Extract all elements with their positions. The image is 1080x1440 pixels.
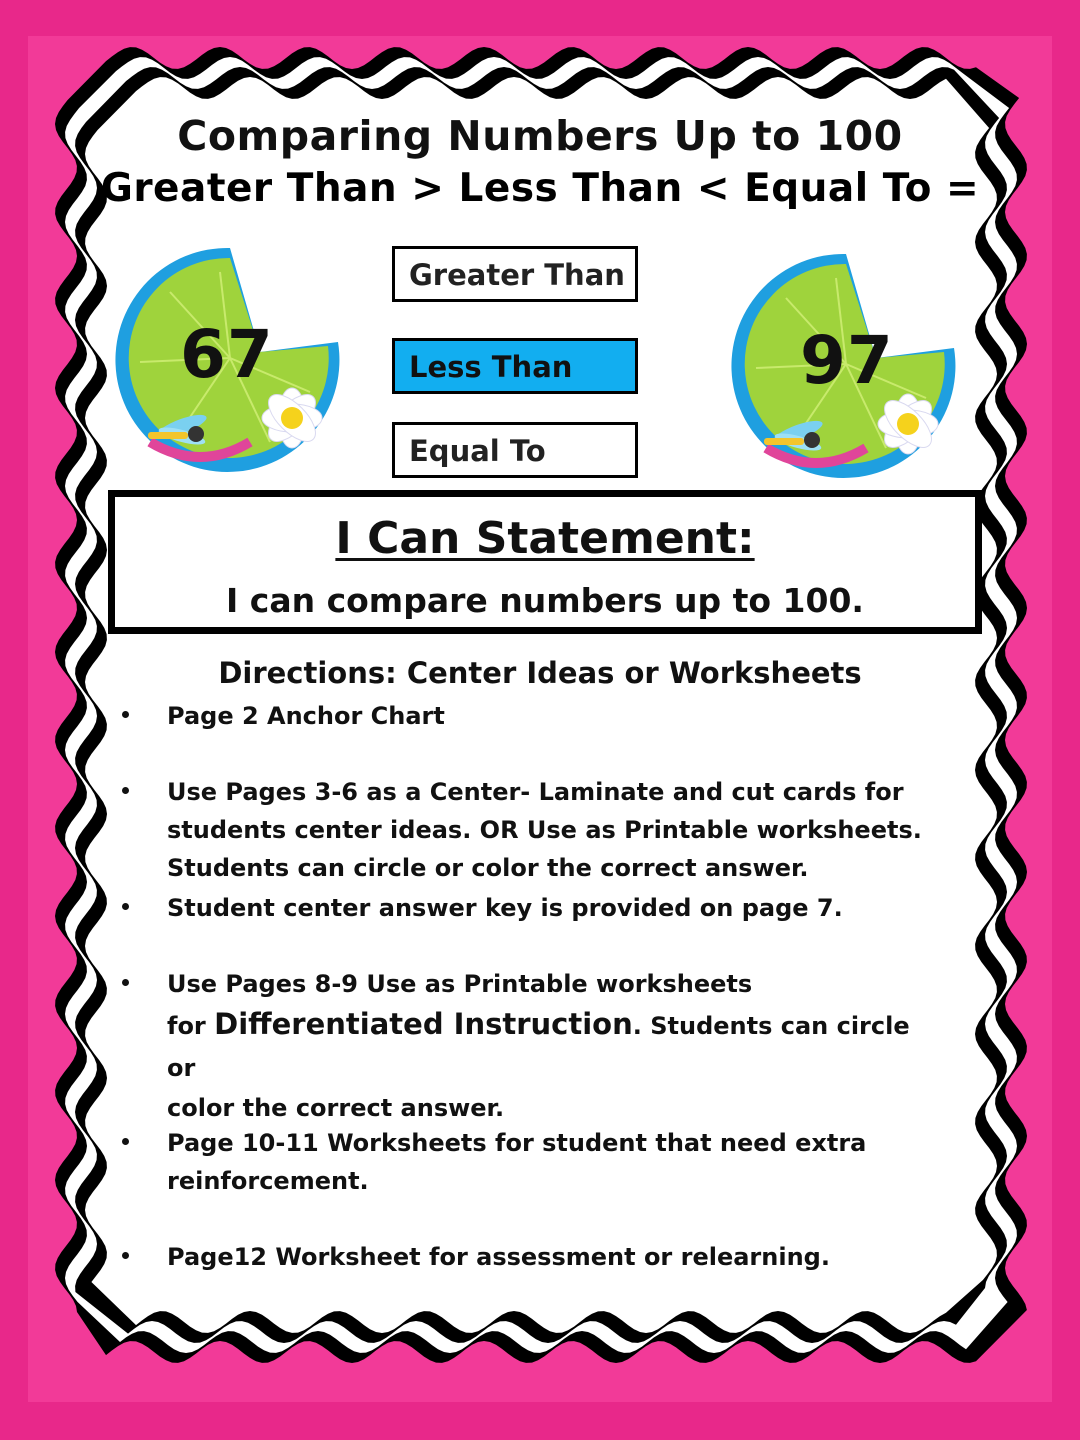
choice-greater-than[interactable]: Greater Than — [392, 246, 638, 302]
lily-pad-right — [726, 248, 966, 484]
bullet-icon — [122, 711, 132, 721]
choice-less-than[interactable]: Less Than — [392, 338, 638, 394]
i-can-text: I can compare numbers up to 100. — [226, 581, 864, 620]
bullet-icon — [122, 1138, 132, 1148]
bullet-icon — [122, 787, 132, 797]
i-can-statement-box — [108, 490, 982, 634]
directions-heading: Directions: Center Ideas or Worksheets — [218, 656, 862, 690]
list-item: Use Pages 3-6 as a Center- Laminate and cut cards for students center ideas. OR Use as Printable worksheets. Students can circle or color the correct answer. — [167, 778, 922, 882]
left-number: 67 — [180, 316, 274, 393]
list-item: Page 10-11 Worksheets for student that need extra reinforcement. — [167, 1129, 867, 1195]
list-item: Use Pages 8-9 Use as Printable worksheets for Differentiated Instruction. Students can circle or color the correct answer. — [167, 970, 910, 1122]
choice-equal-to[interactable]: Equal To — [392, 422, 638, 478]
lily-pad-left — [110, 242, 350, 478]
bullet-icon — [122, 1252, 132, 1262]
list-item: Page12 Worksheet for assessment or relearning. — [167, 1243, 830, 1271]
i-can-title: I Can Statement: — [335, 513, 755, 564]
right-number: 97 — [800, 322, 894, 399]
list-item: Page 2 Anchor Chart — [167, 702, 445, 730]
bullet-icon — [122, 979, 132, 989]
page-subtitle: Greater Than > Less Than < Equal To = — [100, 166, 980, 211]
page-title: Comparing Numbers Up to 100 — [177, 112, 903, 160]
list-item: Student center answer key is provided on page 7. — [167, 894, 843, 922]
bullet-icon — [122, 903, 132, 913]
